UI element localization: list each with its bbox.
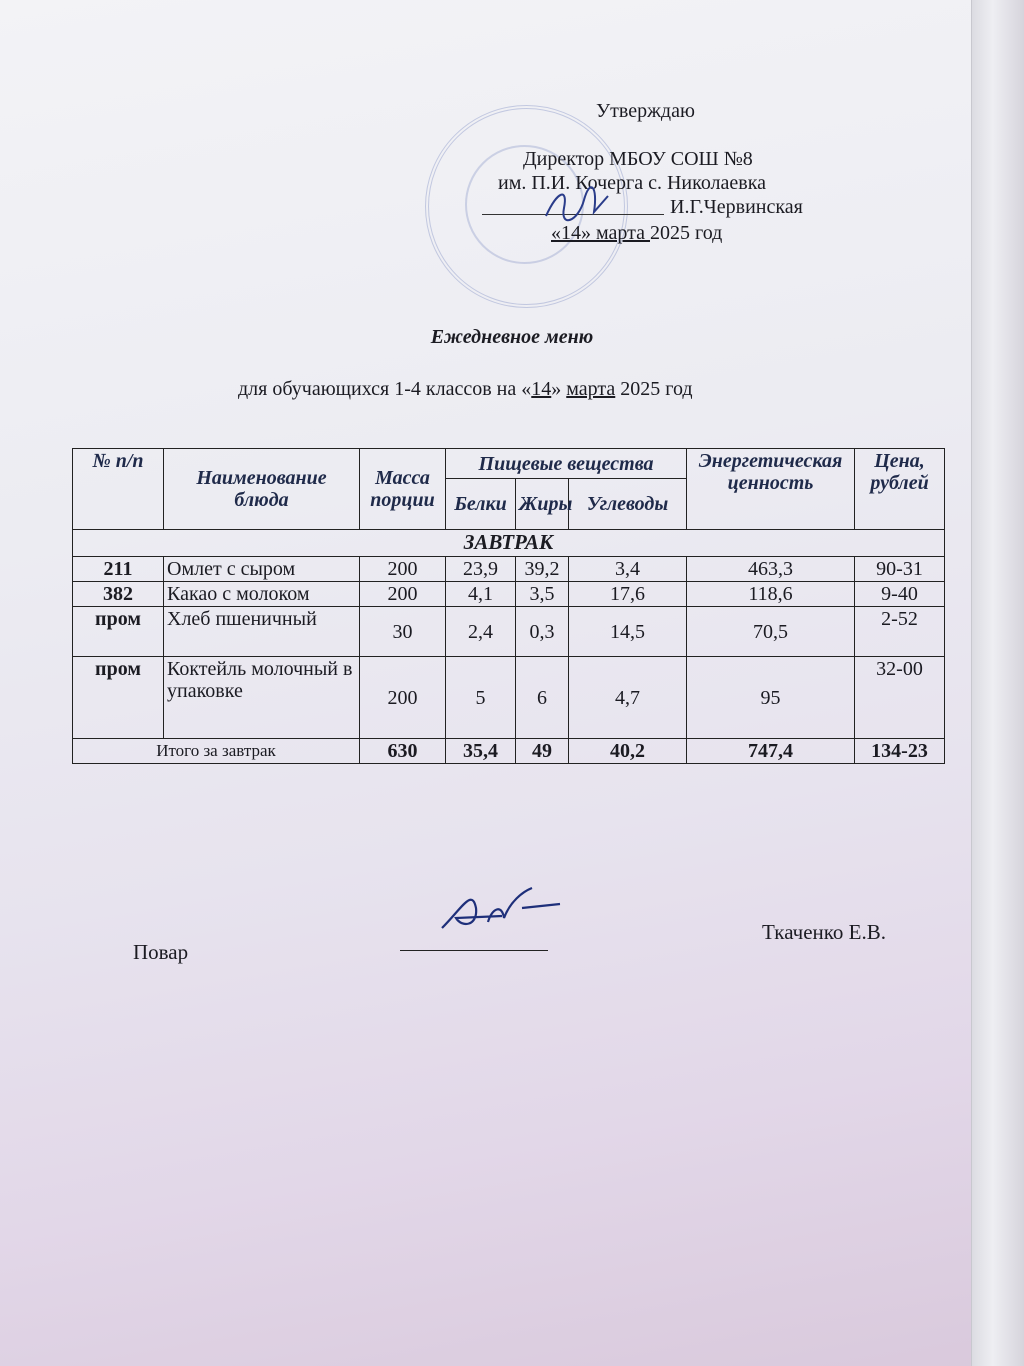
row-mass: 200 [360,657,446,739]
table-row [73,657,945,739]
row-fats: 3,5 [516,582,569,607]
cook-label: Повар [133,940,189,964]
row-fats: 39,2 [516,557,569,582]
total-fats: 49 [516,739,569,764]
menu-table [72,448,945,764]
header-carbs: Углеводы [569,479,687,530]
row-code: 211 [73,557,164,582]
row-dish: Омлет с сыром [164,557,360,582]
row-price: 2-52 [855,607,945,657]
row-code: пром [73,657,164,739]
total-label: Итого за завтрак [73,739,360,764]
row-energy: 463,3 [687,557,855,582]
row-energy: 95 [687,657,855,739]
row-mass: 200 [360,582,446,607]
total-carbs: 40,2 [569,739,687,764]
subtitle-month: марта [566,378,616,400]
row-code: 382 [73,582,164,607]
header-nutrients: Пищевые вещества [446,449,687,479]
table-row [73,557,945,582]
row-code: пром [73,607,164,657]
page-subtitle: для обучающихся 1-4 классов на «14» марта 2025 год [238,378,693,400]
row-proteins: 2,4 [446,607,516,657]
table-row [73,582,945,607]
row-proteins: 23,9 [446,557,516,582]
row-fats: 6 [516,657,569,739]
row-fats: 0,3 [516,607,569,657]
cook-name: Ткаченко Е.В. [762,920,887,944]
row-mass: 30 [360,607,446,657]
row-carbs: 4,7 [569,657,687,739]
row-carbs: 17,6 [569,582,687,607]
header-proteins: Белки [446,479,516,530]
total-row [73,739,945,764]
header-mass: Масса порции [360,449,446,530]
row-carbs: 14,5 [569,607,687,657]
total-mass: 630 [360,739,446,764]
total-energy: 747,4 [687,739,855,764]
approval-day: «14» [551,222,591,244]
director-signature [538,178,618,238]
header-num: № п/п [73,449,164,530]
row-dish: Коктейль молочный в упаковке [164,657,360,739]
table-row [73,607,945,657]
cook-signature [432,878,572,958]
row-proteins: 4,1 [446,582,516,607]
approve-word: Утверждаю [596,100,695,122]
row-proteins: 5 [446,657,516,739]
row-price: 9-40 [855,582,945,607]
page-title: Ежедневное меню [430,326,594,348]
total-proteins: 35,4 [446,739,516,764]
approval-year: 2025 год [650,222,723,244]
row-carbs: 3,4 [569,557,687,582]
meal-heading: ЗАВТРАК [73,530,945,557]
header-dish: Наименование блюда [164,449,360,530]
director-name: И.Г.Червинская [670,196,803,218]
row-energy: 70,5 [687,607,855,657]
row-dish: Хлеб пшеничный [164,607,360,657]
header-energy: Энергетическая ценность [687,449,855,530]
subtitle-day: 14 [531,378,552,400]
total-price: 134-23 [855,739,945,764]
header-fats: Жиры [516,479,569,530]
row-dish: Какао с молоком [164,582,360,607]
row-energy: 118,6 [687,582,855,607]
director-position: Директор МБОУ СОШ №8 [523,148,753,170]
approval-block [0,0,1024,260]
approval-month: марта [596,222,645,244]
school-name: им. П.И. Кочерга с. Николаевка [498,172,767,194]
header-price: Цена, рублей [855,449,945,530]
row-mass: 200 [360,557,446,582]
row-price: 32-00 [855,657,945,739]
row-price: 90-31 [855,557,945,582]
